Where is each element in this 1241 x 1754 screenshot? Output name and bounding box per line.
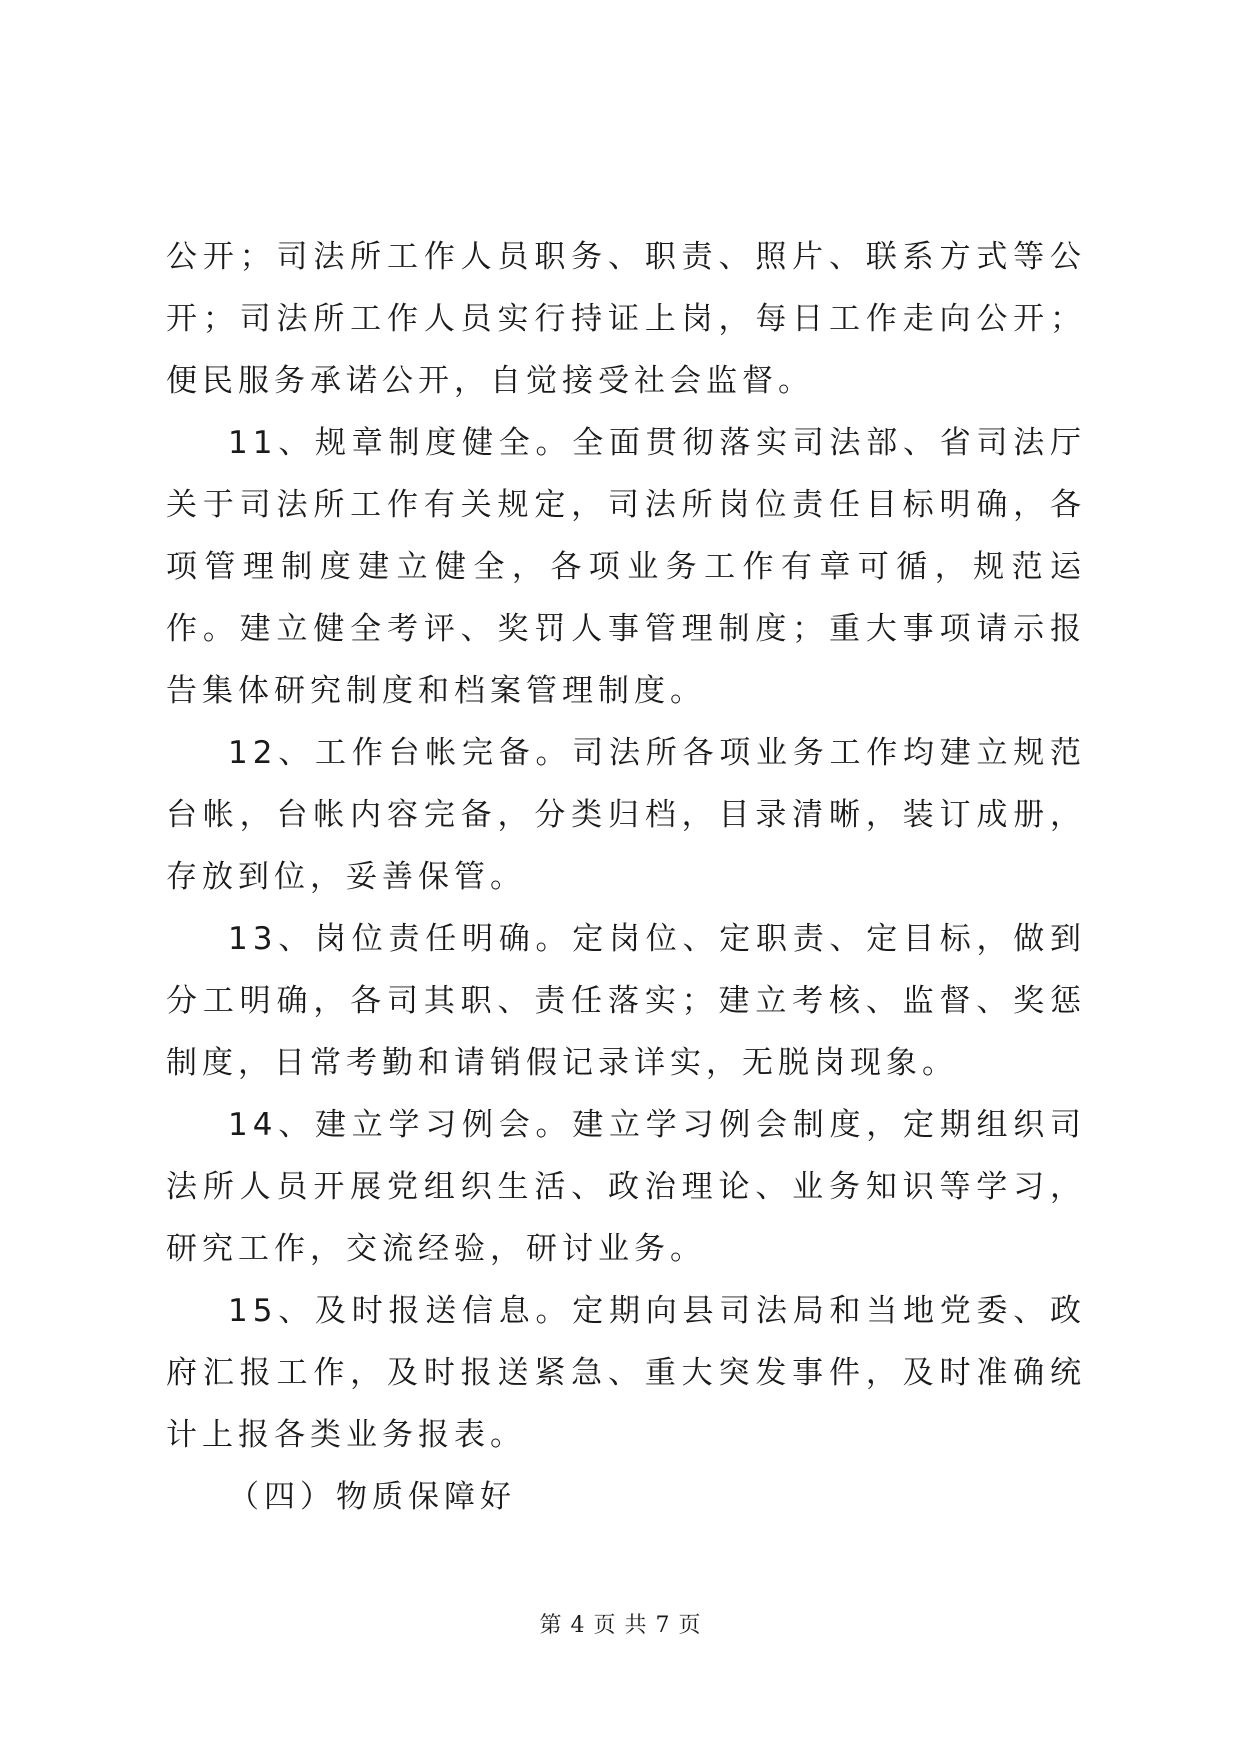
document-body [166,226,1086,1528]
paragraph-item-11: 11、规章制度健全。全面贯彻落实司法部、省司法厅关于司法所工作有关规定，司法所岗位责任目标明确，各项管理制度建立健全，各项业务工作有章可循，规范运作。建立健全考评、奖罚人事管理制度；重大事项请示报告集体研究制度和档案管理制度。 [166,425,1086,709]
paragraph-continuation: 公开；司法所工作人员职务、职责、照片、联系方式等公开；司法所工作人员实行持证上岗，每日工作走向公开；便民服务承诺公开，自觉接受社会监督。 [166,239,1086,399]
paragraph-item-15: 15、及时报送信息。定期向县司法局和当地党委、政府汇报工作，及时报送紧急、重大突发事件，及时准确统计上报各类业务报表。 [166,1293,1086,1453]
paragraph-item-14: 14、建立学习例会。建立学习例会制度，定期组织司法所人员开展党组织生活、政治理论、业务知识等学习，研究工作，交流经验，研讨业务。 [166,1107,1086,1267]
paragraph-item-13: 13、岗位责任明确。定岗位、定职责、定目标，做到分工明确，各司其职、责任落实；建立考核、监督、奖惩制度，日常考勤和请销假记录详实，无脱岗现象。 [166,921,1086,1081]
page-number-footer: 第 4 页 共 7 页 [539,1613,702,1638]
section-heading-4: （四）物质保障好 [228,1479,516,1515]
paragraph-item-12: 12、工作台帐完备。司法所各项业务工作均建立规范台帐，台帐内容完备，分类归档，目录清晰，装订成册，存放到位，妥善保管。 [166,735,1086,895]
